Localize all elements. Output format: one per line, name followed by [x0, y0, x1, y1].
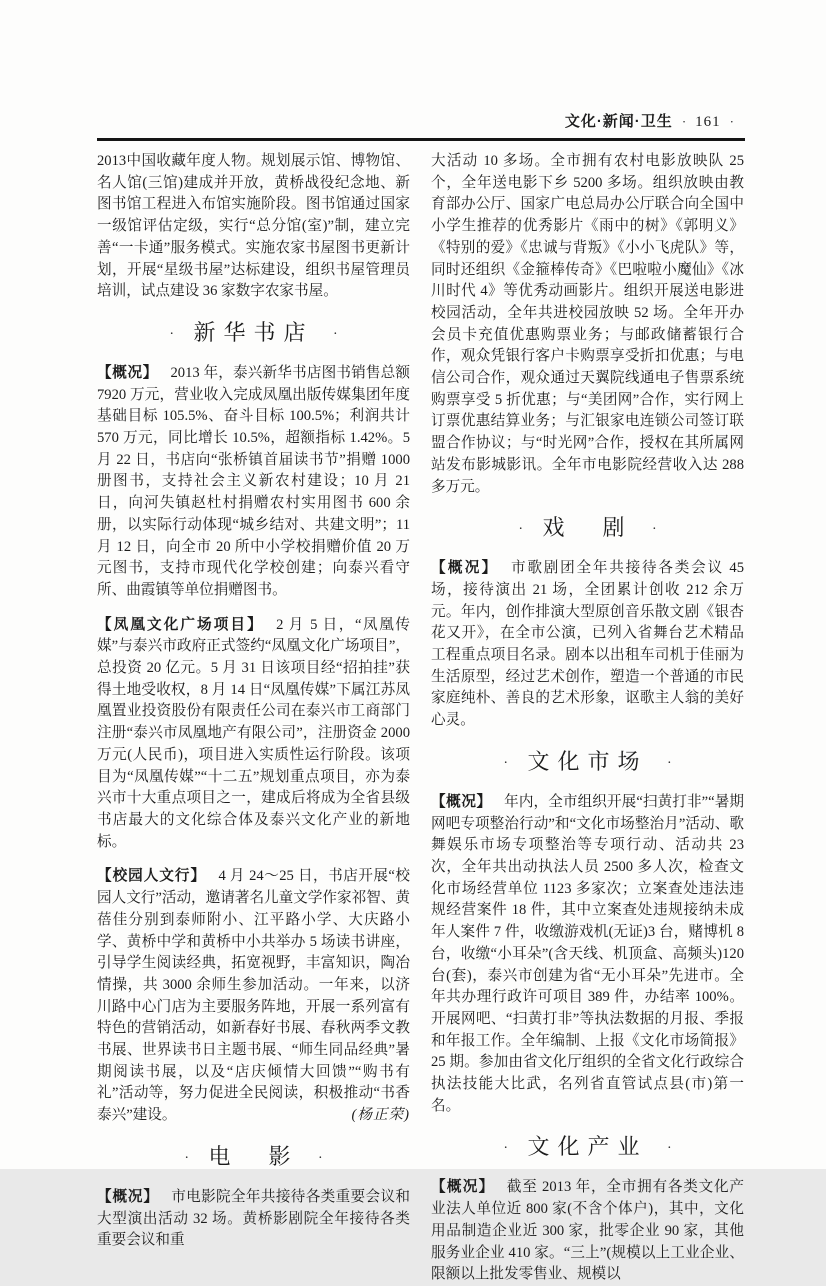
heading-dot: ·	[503, 755, 508, 771]
left-column	[97, 151, 410, 1286]
running-head-title: 文化·新闻·卫生	[564, 113, 673, 130]
heading-dot: ·	[318, 1150, 323, 1166]
section-heading-culture-industry	[431, 1133, 744, 1163]
page-content	[97, 110, 745, 1286]
header-rule	[97, 138, 745, 141]
entry-text: 2013 年，泰兴新华书店图书销售总额 7920 万元，营业收入完成凤凰出版传媒集团年度基础目标 105.5%、奋斗目标 100.5%；利润共计 570 万元，同比增长 10.5%，超额指标 1.42%。5 月 22 日，书店向“张桥镇首届读书节”捐赠 1000 册图书，支持社会主义新农村建设；10 月 21 日，向河失镇赵杜村捐赠农村实用图书 600 余册，以实际行动体现“城乡结对、共建文明”；11 月 12 日，向全市 20 所中小学校捐赠价值 20 万元图书，支持市现代化学校创建；向泰兴看守所、曲霞镇等单位捐赠图书。	[97, 364, 410, 598]
entry-text: 4 月 24～25 日，书店开展“校园人文行”活动，邀请著名儿童文学作家祁智、黄蓓佳分别到泰师附小、江平路小学、大庆路小学、黄桥中学和黄桥中小共举办 5 场读书讲座，引导学生阅读经典，拓宽视野，丰富知识，陶冶情操，共 3000 余师生参加活动。一年来，以济川路中心门店为主要服务阵地，开展一系列富有特色的营销活动，如新春好书展、春秋两季文教书展、世界读书日主题书展、“师生同品经典”暑期阅读书展，以及“店庆倾情大回馈”“购书有礼”活动等，努力促进全民阅读，积极推动“书香泰兴”建设。	[97, 868, 410, 1124]
heading-dot: ·	[184, 1150, 189, 1166]
heading-dot: ·	[518, 522, 523, 538]
right-column	[431, 151, 744, 1286]
section-heading-movie	[97, 1143, 410, 1173]
entry-text: 年内，全市组织开展“扫黄打非”“暑期网吧专项整治行动”和“文化市场整治月”活动、歌舞娱乐市场专项整治等专项行动、活动共 23 次，全年共出动执法人员 2500 多人次，检查文化市场经营单位 1123 多家次；立案查处违法违规经营案件 18 件，其中立案查处违规接纳未成年人案件 7 件，收缴游戏机(无证)3 台，赌博机 8 台，收缴“小耳朵”(含天线、机顶盒、高频头)120 台(套)，泰兴市创建为省“无小耳朵”先进市。全年共办理行政许可项目 389 件，办结率 100%。开展网吧、“扫黄打非”等执法数据的月报、季报和年报工作。全年编制、上报《文化市场简报》25 期。参加由省文化厅组织的全省文化行政综合执法技能大比武，名列省直管试点县(市)第一名。	[431, 793, 744, 1114]
page-number: 161	[695, 114, 721, 130]
heading-dot: ·	[667, 755, 672, 771]
header-dot-right: ·	[729, 114, 734, 129]
heading-dot: ·	[169, 326, 174, 342]
entry-label: 【概况】	[97, 364, 159, 381]
entry-text: 市歌剧团全年共接待各类会议 45 场，接待演出 21 场，全团累计创收 212 余万元。年内，创作排演大型原创音乐散文剧《银杏花又开》，在全市公演，已列入省舞台艺术精品工程重点项目名录。剧本以出租车司机于佳丽为生活原型，经过艺术创作，塑造一个普通的市民家庭纯朴、善良的艺术形象，讴歌主人翁的美好心灵。	[431, 560, 744, 729]
entry-movie-overview	[97, 1187, 410, 1252]
heading-label: 戏 剧	[542, 515, 633, 541]
entry-label: 【校园人文行】	[97, 868, 207, 885]
author-byline: (杨正荣)	[351, 1107, 410, 1124]
heading-dot: ·	[333, 326, 338, 342]
entry-text: 2 月 5 日，“凤凰传媒”与泰兴市政府正式签约“凤凰文化广场项目”，总投资 20 亿元。5 月 31 日该项目经“招拍挂”获得土地受收权，8 月 14 日“凤凰传媒”下属江苏凤凰置业投资股份有限责任公司在泰兴市工商部门注册“泰兴市凤凰地产有限公司”，注册资金 2000 万元(人民币)，项目进入实质性运行阶段。该项目为“凤凰传媒”“十二五”规划重点项目，亦为泰兴市十大重点项目之一，建成后将成为全省县级书店最大的文化综合体及泰兴文化产业的新地标。	[97, 616, 410, 850]
section-heading-xinhua-bookstore	[97, 319, 410, 349]
entry-label: 【概况】	[431, 1179, 495, 1196]
section-heading-drama	[431, 514, 744, 544]
heading-label: 文化市场	[527, 748, 648, 774]
heading-dot: ·	[667, 1141, 672, 1157]
section-heading-culture-market	[431, 748, 744, 778]
entry-text: 市电影院全年共接待各类重要会议和大型演出活动 32 场。黄桥影剧院全年接待各类重要会议和重	[97, 1188, 410, 1249]
heading-label: 新华书店	[193, 319, 314, 345]
entry-campus-tour	[97, 866, 410, 1126]
entry-xinhua-overview	[97, 363, 410, 602]
entry-label: 【凤凰文化广场项目】	[97, 616, 264, 633]
heading-label: 文化产业	[527, 1134, 648, 1160]
entry-label: 【概况】	[431, 793, 492, 810]
entry-market-overview	[431, 792, 744, 1118]
entry-label: 【概况】	[431, 560, 499, 577]
entry-text: 截至 2013 年，全市拥有各类文化产业法人单位近 800 家(不含个体户)，其中，文化用品制造企业近 300 家，批零企业 90 家，其他服务业企业 410 家。“三上”(规模以上工业企业、限额以上批发零售业、规模以	[431, 1179, 744, 1283]
header-dot-left: ·	[681, 114, 687, 129]
running-header	[97, 110, 745, 138]
heading-dot: ·	[503, 1141, 508, 1157]
entry-label: 【概况】	[97, 1188, 159, 1205]
heading-dot: ·	[652, 522, 657, 538]
heading-label: 电 影	[208, 1143, 299, 1169]
entry-drama-overview	[431, 558, 744, 732]
continued-paragraph: 2013中国收藏年度人物。规划展示馆、博物馆、名人馆(三馆)建成并开放，黄桥战役纪念地、新图书馆工程进入布馆实施阶段。图书馆通过国家一级馆评估定级，实行“总分馆(室)”制，建立完善“一卡通”服务模式。实施农家书屋图书更新计划，开展“星级书屋”达标建设，组织书屋管理员培训，试点建设 36 家数字农家书屋。	[97, 153, 410, 300]
entry-phoenix-project	[97, 615, 410, 854]
continued-paragraph: 大活动 10 多场。全市拥有农村电影放映队 25 个，全年送电影下乡 5200 多场。组织放映由教育部办公厅、国家广电总局办公厅联合向全国中小学生推荐的优秀影片《雨中的树》《郭明义》《特别的爱》《忠诚与背叛》《小小飞虎队》等，同时还组织《金箍棒传奇》《巴啦啦小魔仙》《冰川时代 4》等优秀动画影片。组织开展送电影进校园活动，全年共进校园放映 52 场。全年开办会员卡充值优惠购票业务；与邮政储蓄银行合作，观众凭银行客户卡购票享受折扣优惠；与电信公司合作，观众通过天翼院线通电子售票系统购票享受 5 折优惠；与“美团网”合作，实行网上订票优惠结算业务；与汇银家电连锁公司签订联盟合作协议；与“时光网”合作，授权在其所属网站发布影城影讯。全年市电影院经营收入达 288 多万元。	[431, 153, 744, 495]
two-column-body	[97, 151, 745, 1286]
entry-industry-overview	[431, 1177, 744, 1286]
